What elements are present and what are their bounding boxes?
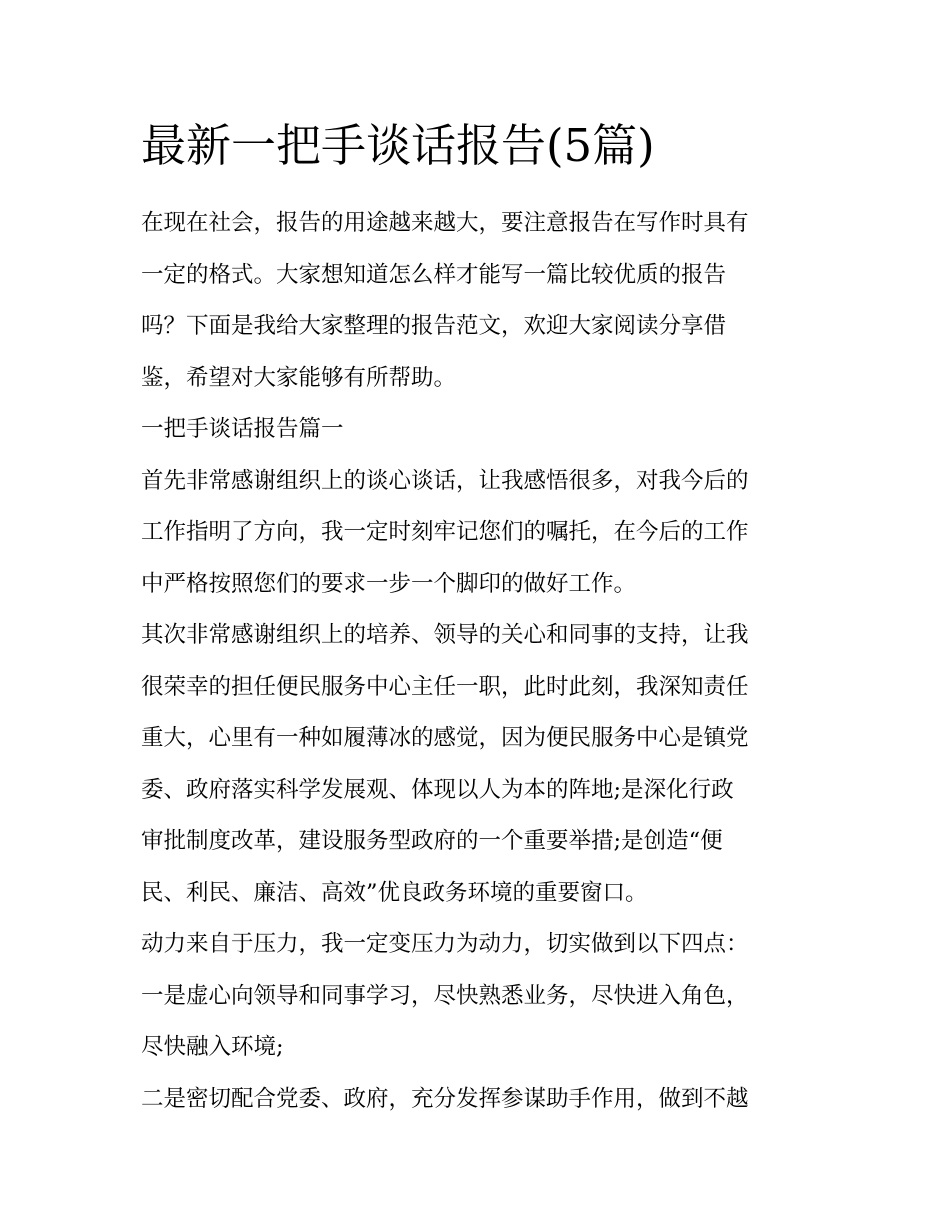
document-body [141,198,831,1125]
text-line: 工作指明了方向，我一定时刻牢记您们的嘱托，在今后的工作 [141,519,749,545]
section-heading: 一把手谈话报告篇一 [141,416,344,442]
text-line: 动力来自于压力，我一定变压力为动力，切实做到以下四点： [141,931,749,957]
text-line: 在现在社会，报告的用途越来越大，要注意报告在写作时具有 [141,210,749,236]
text-line: 尽快融入环境; [141,1034,284,1060]
text-line: 审批制度改革，建设服务型政府的一个重要举措;是创造“便 [141,828,723,854]
text-line: 一定的格式。大家想知道怎么样才能写一篇比较优质的报告 [141,261,727,288]
text-line: 首先非常感谢组织上的谈心谈话，让我感悟很多，对我今后的 [141,467,749,494]
document-title: 最新一把手谈话报告(5篇) [141,119,655,172]
text-line: 中严格按照您们的要求一步一个脚印的做好工作。 [141,570,637,597]
text-line: 一是虚心向领导和同事学习，尽快熟悉业务，尽快进入角色， [141,982,749,1009]
text-line: 吗？下面是我给大家整理的报告范文，欢迎大家阅读分享借 [141,313,727,339]
text-line: 委、政府落实科学发展观、体现以人为本的阵地;是深化行政 [141,776,734,803]
text-line: 二是密切配合党委、政府，充分发挥参谋助手作用，做到不越 [141,1085,749,1112]
text-line: 很荣幸的担任便民服务中心主任一职，此时此刻，我深知责任 [141,673,749,700]
text-line: 鉴，希望对大家能够有所帮助。 [141,364,457,391]
text-line: 其次非常感谢组织上的培养、领导的关心和同事的支持，让我 [141,622,749,648]
text-line: 重大，心里有一种如履薄冰的感觉，因为便民服务中心是镇党 [141,725,749,751]
text-line: 民、利民、廉洁、高效”优良政务环境的重要窗口。 [141,879,648,906]
